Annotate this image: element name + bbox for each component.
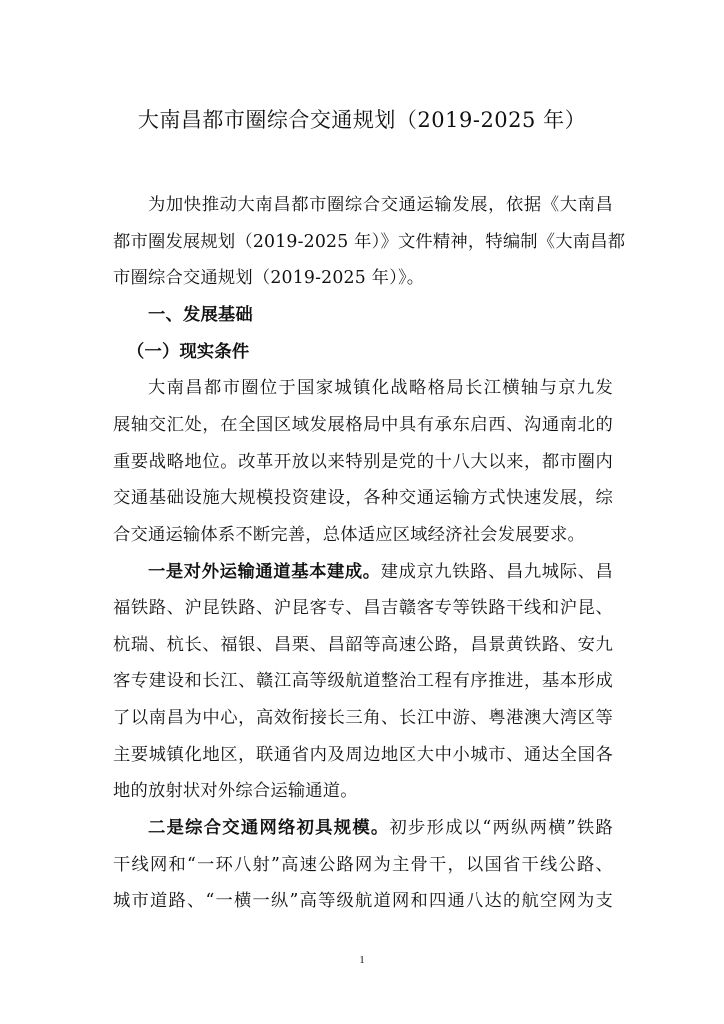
- paragraph-line: 福铁路、沪昆铁路、沪昆客专、昌吉赣客专等铁路干线和沪昆、: [113, 598, 613, 618]
- paragraph-line: 城市道路、“一横一纵”高等级航道网和四通八达的航空网为支: [113, 891, 613, 911]
- paragraph-line: 地的放射状对外综合运输通道。: [113, 781, 358, 801]
- paragraph-line: [113, 560, 613, 584]
- paragraph-line: 大南昌都市圈位于国家城镇化战略格局长江横轴与京九发: [148, 378, 613, 398]
- intro-line: 都市圈发展规划（2019-2025 年）》文件精神，特编制《大南昌都: [113, 232, 626, 252]
- section-heading: 一、发展基础: [148, 305, 253, 325]
- paragraph-line: 交通基础设施大规模投资建设，各种交通运输方式快速发展，综: [113, 488, 613, 508]
- paragraph-line: 杭瑞、杭长、福银、昌栗、昌韶等高速公路，昌景黄铁路、安九: [113, 635, 613, 655]
- paragraph-text: 初步形成以“两纵两横”铁路: [389, 818, 613, 838]
- intro-line: 为加快推动大南昌都市圈综合交通运输发展，依据《大南昌: [148, 195, 613, 215]
- paragraph-line: 展轴交汇处，在全国区域发展格局中具有承东启西、沟通南北的: [113, 415, 613, 435]
- paragraph-lead: 一是对外运输通道基本建成。: [148, 562, 381, 582]
- intro-line: 市圈综合交通规划（2019-2025 年）》。: [113, 268, 425, 288]
- page-number: 1: [359, 954, 365, 966]
- paragraph-lead: 二是综合交通网络初具规模。: [148, 818, 390, 838]
- paragraph-line: 干线网和“一环八射”高速公路网为主骨干，以国省干线公路、: [113, 855, 613, 875]
- paragraph-line: 了以南昌为中心，高效衔接长三角、长江中游、粤港澳大湾区等: [113, 708, 613, 728]
- document-title: 大南昌都市圈综合交通规划（2019-2025 年）: [137, 108, 587, 132]
- paragraph-text: 建成京九铁路、昌九城际、昌: [380, 562, 613, 582]
- paragraph-line: [113, 816, 613, 840]
- paragraph-line: 主要城镇化地区，联通省内及周边地区大中小城市、通达全国各: [113, 745, 613, 765]
- paragraph-line: 重要战略地位。改革开放以来特别是党的十八大以来，都市圈内: [113, 452, 613, 472]
- subsection-heading: （一）现实条件: [127, 342, 250, 362]
- paragraph-line: 合交通运输体系不断完善，总体适应区域经济社会发展要求。: [113, 525, 585, 545]
- paragraph-line: 客专建设和长江、赣江高等级航道整治工程有序推进，基本形成: [113, 671, 613, 691]
